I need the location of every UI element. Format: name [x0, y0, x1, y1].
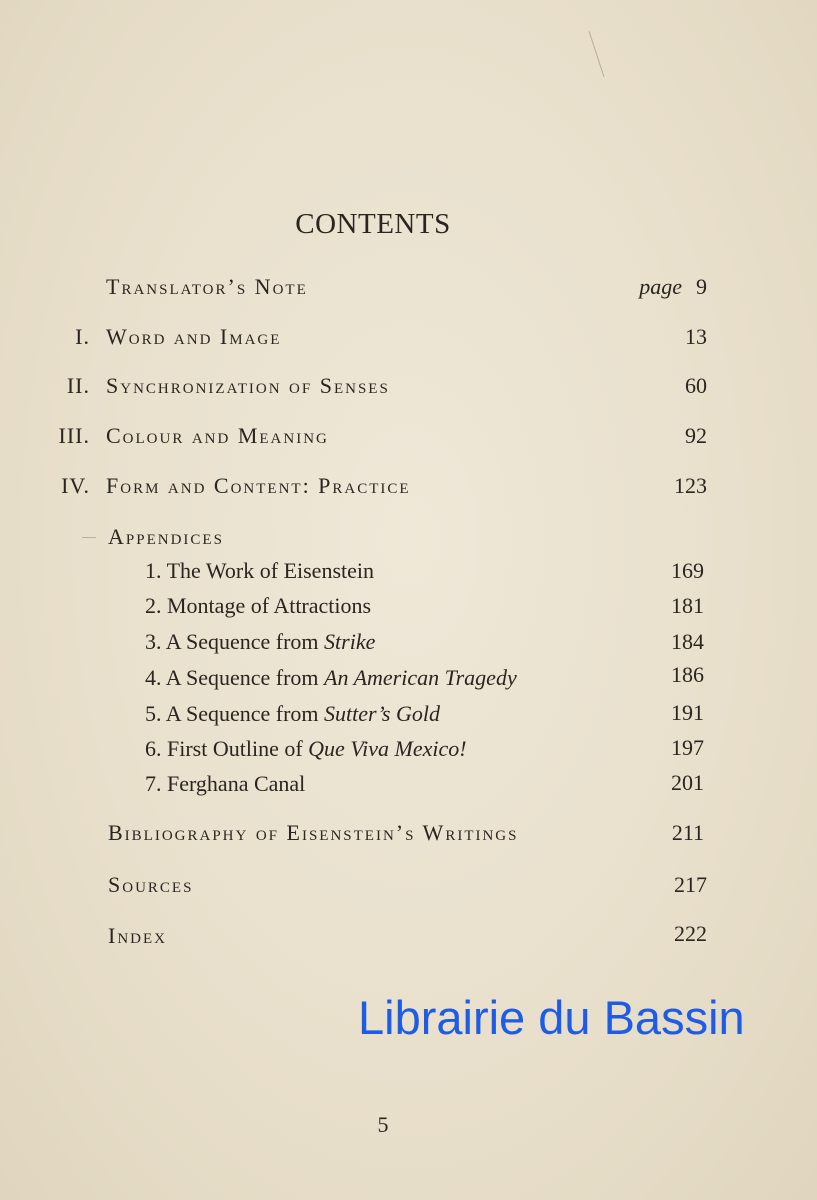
appendix-page: 181	[671, 593, 704, 618]
appendix-item	[145, 665, 517, 691]
appendix-item	[145, 701, 440, 727]
appendix-text: The Work of Eisenstein	[166, 558, 374, 583]
toc-entry-numeral: II.	[66, 373, 90, 398]
appendix-page: 186	[671, 662, 704, 687]
toc-entry-label: Synchronization of Senses	[106, 373, 390, 398]
appendix-text: A Sequence from	[165, 629, 325, 654]
toc-entry-page: 13	[685, 324, 707, 349]
toc-entry-label: Translator’s Note	[106, 274, 308, 299]
appendix-page: 184	[671, 629, 704, 654]
appendices-heading: Appendices	[108, 524, 224, 549]
page-number: 9	[696, 274, 707, 299]
appendix-text: First Outline of	[167, 736, 309, 761]
appendix-item	[145, 558, 374, 584]
toc-entry-page: 217	[674, 872, 707, 897]
appendix-number: 7.	[145, 771, 162, 796]
toc-entry-label: Sources	[108, 872, 194, 897]
appendix-number: 3.	[145, 629, 162, 654]
page-word: page	[639, 274, 682, 299]
appendix-item	[145, 593, 371, 619]
paper-mark	[82, 537, 96, 538]
toc-entry-label: Bibliography of Eisenstein’s Writings	[108, 820, 519, 845]
appendix-title: Que Viva Mexico!	[308, 736, 467, 761]
toc-entry-label: Form and Content: Practice	[106, 473, 411, 498]
toc-entry-label: Index	[108, 923, 167, 948]
appendix-text: Ferghana Canal	[167, 771, 306, 796]
toc-entry-label: Word and Image	[106, 324, 282, 349]
appendix-item	[145, 771, 305, 797]
appendix-page: 201	[671, 770, 704, 795]
appendix-number: 4.	[145, 665, 162, 690]
page-title: CONTENTS	[295, 208, 451, 240]
toc-entry-numeral: IV.	[61, 473, 90, 498]
appendix-number: 5.	[145, 701, 162, 726]
appendix-title: Sutter’s Gold	[324, 701, 440, 726]
appendix-item	[145, 629, 375, 655]
appendix-page: 191	[671, 700, 704, 725]
page-number-folio: 5	[377, 1112, 389, 1137]
appendix-text: A Sequence from	[165, 665, 325, 690]
appendix-number: 1.	[145, 558, 162, 583]
appendix-page: 197	[671, 735, 704, 760]
paper-mark	[589, 31, 605, 77]
toc-entry-page	[639, 274, 707, 300]
appendix-item	[145, 736, 467, 762]
appendix-number: 2.	[145, 593, 162, 618]
toc-entry-numeral: III.	[58, 423, 90, 448]
toc-entry-page: 60	[685, 373, 707, 398]
appendix-text: A Sequence from	[165, 701, 325, 726]
toc-entry-numeral: I.	[75, 324, 90, 349]
appendix-page: 169	[671, 558, 704, 583]
appendix-number: 6.	[145, 736, 162, 761]
toc-entry-label: Colour and Meaning	[106, 423, 329, 448]
appendix-title: Strike	[324, 629, 376, 654]
toc-entry-page: 92	[685, 423, 707, 448]
toc-entry-page: 222	[674, 921, 707, 946]
toc-entry-page: 211	[671, 820, 704, 845]
appendix-text: Montage of Attractions	[167, 593, 372, 618]
watermark-text: Librairie du Bassin	[358, 991, 745, 1044]
appendix-title: An American Tragedy	[324, 665, 517, 690]
toc-entry-page: 123	[674, 473, 707, 498]
